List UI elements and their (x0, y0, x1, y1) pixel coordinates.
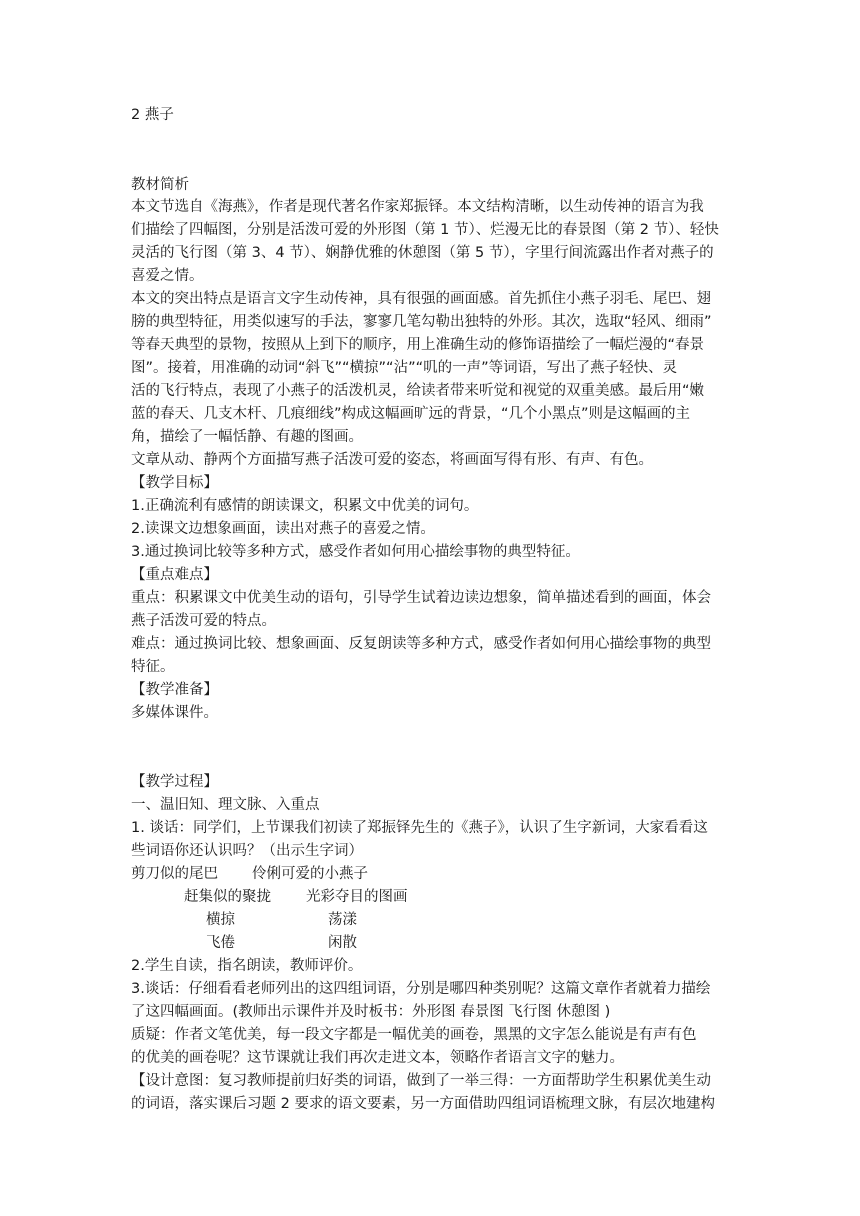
word-item: 伶俐可爱的小燕子 (252, 866, 368, 882)
goal-item: 1.正确流利有感情的朗读课文，积累文中优美的词句。 (131, 498, 479, 514)
design-intent-line: 【设计意图：复习教师提前归好类的词语，做到了一举三得：一方面帮助学生积累优美生动 (131, 1073, 711, 1089)
paragraph-line: 喜爱之情。 (131, 268, 204, 284)
paragraph-line: 灵活的飞行图（第 3、4 节）、娴静优雅的休憩图（第 5 节），字里行间流露出作者对燕子的 (131, 245, 714, 261)
key-point-line: 重点：积累课文中优美生动的语句，引导学生试着边读边想象，简单描述看到的画面，体会 (131, 590, 711, 606)
paragraph-line: 角，描绘了一幅恬静、有趣的图画。 (131, 429, 363, 445)
paragraph-line: 膀的典型特征，用类似速写的手法，寥寥几笔勾勒出独特的外形。其次，选取“轻风、细雨” (131, 314, 712, 330)
section-heading-goals: 【教学目标】 (131, 475, 218, 491)
question-line: 的优美的画卷呢？这节课就让我们再次走进文本，领略作者语言文字的魅力。 (131, 1050, 624, 1066)
section-heading-analysis: 教材简析 (131, 177, 189, 193)
design-intent-line: 的词语，落实课后习题 2 要求的语文要素，另一方面借助四组词语梳理文脉，有层次地建构 (131, 1096, 715, 1112)
word-item: 横掠 (206, 912, 235, 928)
step-line: 些词语你还认识吗？（出示生字词） (131, 843, 363, 859)
paragraph-line: 图”。接着，用准确的动词“斜飞”“横掠”“沾”“叽的一声”等词语，写出了燕子轻快、灵 (131, 360, 678, 376)
section-heading-key-points: 【重点难点】 (131, 567, 218, 583)
paragraph-line: 文章从动、静两个方面描写燕子活泼可爱的姿态，将画面写得有形、有声、有色。 (131, 452, 653, 468)
step-line: 了这四幅画面。(教师出示课件并及时板书：外形图 春景图 飞行图 休憩图 ) (131, 1004, 611, 1020)
word-item: 荡漾 (328, 912, 357, 928)
goal-item: 2.读课文边想象画面，读出对燕子的喜爱之情。 (131, 521, 435, 537)
step-line: 3.谈话：仔细看看老师列出的这四组词语，分别是哪四种类别呢？这篇文章作者就着力描绘 (131, 981, 711, 997)
section-heading-process: 【教学过程】 (131, 774, 218, 790)
paragraph-line: 们描绘了四幅图，分别是活泼可爱的外形图（第 1 节）、烂漫无比的春景图（第 2 节）、轻快 (131, 222, 719, 238)
step-heading: 一、温旧知、理文脉、入重点 (131, 797, 320, 813)
question-line: 质疑：作者文笔优美，每一段文字都是一幅优美的画卷，黑黑的文字怎么能说是有声有色 (131, 1027, 697, 1043)
word-item: 光彩夺目的图画 (306, 889, 408, 905)
word-item: 闲散 (328, 935, 357, 951)
goal-item: 3.通过换词比较等多种方式，感受作者如何用心描绘事物的典型特征。 (131, 544, 580, 560)
preparation-text: 多媒体课件。 (131, 705, 218, 721)
key-point-line: 燕子活泼可爱的特点。 (131, 613, 276, 629)
paragraph-line: 等春天典型的景物，按照从上到下的顺序，用上准确生动的修饰语描绘了一幅烂漫的“春景 (131, 337, 705, 353)
word-item: 赶集似的聚拢 (184, 889, 271, 905)
step-line: 1. 谈话：同学们，上节课我们初读了郑振铎先生的《燕子》，认识了生字新词，大家看看这 (131, 820, 708, 836)
paragraph-line: 蓝的春天、几支木杆、几痕细线”构成这幅画旷远的背景，“几个小黑点”则是这幅画的主 (131, 406, 691, 422)
paragraph-line: 活的飞行特点，表现了小燕子的活泼机灵，给读者带来听觉和视觉的双重美感。最后用“嫩 (131, 383, 705, 399)
difficulty-line: 难点：通过换词比较、想象画面、反复朗读等多种方式，感受作者如何用心描绘事物的典型 (131, 636, 711, 652)
document-title: 2 燕子 (131, 107, 174, 123)
word-item: 飞倦 (206, 935, 235, 951)
section-heading-preparation: 【教学准备】 (131, 682, 218, 698)
step-line: 2.学生自读，指名朗读，教师评价。 (131, 958, 363, 974)
paragraph-line: 本文节选自《海燕》，作者是现代著名作家郑振铎。本文结构清晰，以生动传神的语言为我 (131, 199, 704, 215)
paragraph-line: 本文的突出特点是语言文字生动传神，具有很强的画面感。首先抓住小燕子羽毛、尾巴、翅 (131, 291, 711, 307)
word-item: 剪刀似的尾巴 (131, 866, 218, 882)
difficulty-line: 特征。 (131, 659, 175, 675)
